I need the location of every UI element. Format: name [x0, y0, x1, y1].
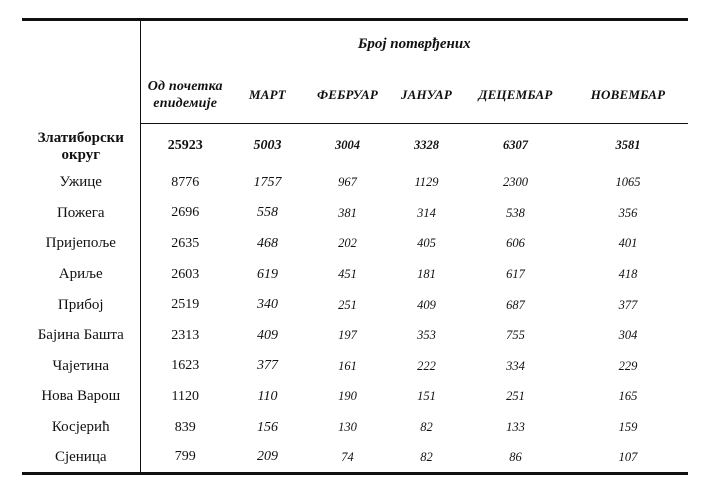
- cell-january: 353: [417, 328, 436, 343]
- cell-december: 538: [506, 205, 525, 220]
- table-row: [22, 443, 688, 474]
- column-header-november: НОВЕМБАР: [568, 67, 688, 124]
- municipality-name: Чајетина: [22, 351, 140, 382]
- cell-december: 133: [506, 420, 525, 435]
- cell-february: 381: [338, 205, 357, 220]
- cell-january: 82: [420, 449, 433, 464]
- cell-total: 2696: [171, 205, 200, 221]
- table-row: [22, 351, 688, 382]
- cell-january: 82: [420, 420, 433, 435]
- cell-total: 1120: [171, 388, 199, 404]
- cell-total: 8776: [171, 174, 200, 190]
- column-header-january: ЈАНУАР: [390, 67, 463, 124]
- cell-november: 107: [618, 449, 638, 464]
- cell-february: 202: [338, 236, 357, 251]
- cell-november: 165: [618, 389, 638, 404]
- cell-march: 377: [257, 358, 278, 374]
- cell-december: 617: [506, 267, 525, 282]
- cell-december: 334: [506, 358, 525, 373]
- column-header-total: Од почетка епидемије: [140, 67, 230, 124]
- corner-cell: [22, 20, 140, 124]
- cell-january: 405: [417, 236, 436, 251]
- region-value-february: 3004: [335, 138, 360, 153]
- table-row: [22, 412, 688, 443]
- cell-march: 619: [257, 266, 278, 282]
- cell-march: 110: [257, 388, 278, 404]
- municipality-name: Косјерић: [22, 412, 140, 443]
- cell-january: 151: [417, 389, 436, 404]
- cell-total: 1623: [171, 358, 200, 374]
- municipality-name: Нова Варош: [22, 382, 140, 413]
- cell-november: 401: [618, 236, 638, 251]
- confirmed-cases-table: [22, 18, 688, 475]
- cell-january: 181: [417, 267, 436, 282]
- table-row: [22, 168, 688, 199]
- cell-november: 418: [618, 267, 638, 282]
- municipality-name: Пријепоље: [22, 229, 140, 260]
- cell-total: 2635: [171, 235, 200, 251]
- cell-november: 159: [618, 420, 638, 435]
- cell-february: 451: [338, 267, 357, 282]
- municipality-name: Ужице: [22, 168, 140, 199]
- cell-february: 197: [338, 328, 357, 343]
- cell-march: 558: [257, 205, 278, 221]
- cell-january: 1129: [414, 175, 439, 190]
- cell-november: 1065: [615, 175, 641, 190]
- municipality-name: Сјеница: [22, 443, 140, 474]
- municipality-rows: [22, 168, 688, 474]
- cell-march: 340: [257, 297, 278, 313]
- cell-december: 86: [509, 449, 522, 464]
- cell-february: 130: [338, 420, 357, 435]
- cell-january: 409: [417, 297, 436, 312]
- column-header-december: ДЕЦЕМБАР: [463, 67, 568, 124]
- cell-february: 161: [338, 358, 357, 373]
- region-value-november: 3581: [615, 138, 641, 153]
- region-value-march: 5003: [253, 137, 282, 153]
- municipality-name: Ариље: [22, 259, 140, 290]
- cell-march: 468: [257, 235, 278, 251]
- column-header-march: МАРТ: [230, 67, 305, 124]
- cell-february: 251: [338, 297, 357, 312]
- cell-march: 156: [257, 419, 278, 435]
- group-header-row: [22, 20, 688, 68]
- table-row: [22, 229, 688, 260]
- table-row: [22, 259, 688, 290]
- municipality-name: Прибој: [22, 290, 140, 321]
- cell-november: 356: [618, 205, 638, 220]
- cell-november: 377: [618, 297, 638, 312]
- cell-january: 314: [417, 205, 436, 220]
- table-row: [22, 198, 688, 229]
- column-header-february: ФЕБРУАР: [305, 67, 390, 124]
- cell-march: 1757: [253, 174, 282, 190]
- cell-february: 190: [338, 389, 357, 404]
- cell-march: 409: [257, 327, 278, 343]
- cell-february: 74: [341, 449, 354, 464]
- cell-november: 229: [618, 358, 638, 373]
- cell-december: 251: [506, 389, 525, 404]
- municipality-name: Бајина Башта: [22, 320, 140, 351]
- region-value-january: 3328: [414, 138, 439, 153]
- cell-december: 2300: [503, 175, 528, 190]
- table-row: [22, 320, 688, 351]
- group-header: Број потврђених: [357, 35, 471, 52]
- cell-november: 304: [618, 328, 638, 343]
- region-name: Златиборски округ: [22, 124, 140, 168]
- cell-february: 967: [338, 175, 357, 190]
- cell-total: 799: [174, 449, 196, 465]
- cell-december: 755: [506, 328, 525, 343]
- cell-march: 209: [257, 449, 278, 465]
- table-row: [22, 382, 688, 413]
- cell-december: 606: [506, 236, 525, 251]
- municipality-name: Пожега: [22, 198, 140, 229]
- cell-total: 2519: [171, 297, 200, 313]
- region-total-row: [22, 124, 688, 168]
- cell-total: 2603: [171, 266, 200, 282]
- cell-january: 222: [417, 358, 436, 373]
- region-value-total: 25923: [167, 137, 203, 153]
- cell-total: 2313: [171, 327, 200, 343]
- table-row: [22, 290, 688, 321]
- covid-cases-table-container: [22, 18, 688, 475]
- region-value-december: 6307: [503, 138, 528, 153]
- cell-total: 839: [174, 419, 196, 435]
- cell-december: 687: [506, 297, 525, 312]
